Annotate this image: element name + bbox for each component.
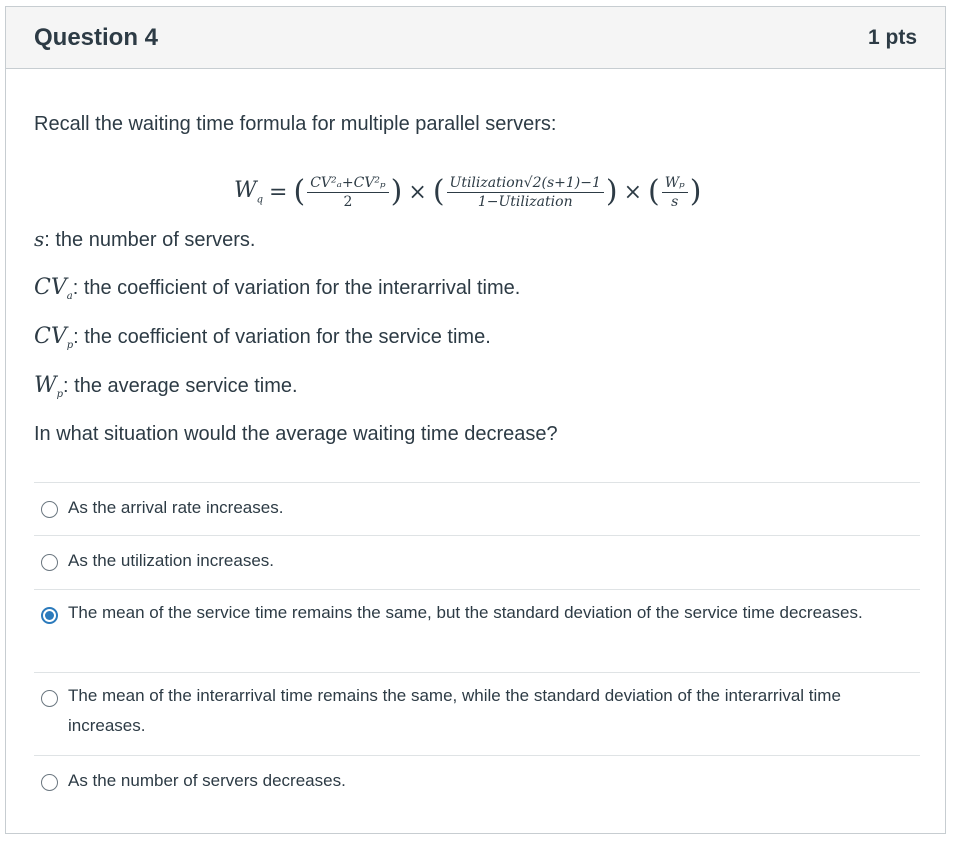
answer-label: The mean of the service time remains the same, but the standard deviation of the service time decreases. — [68, 603, 863, 622]
waiting-time-formula: $W_q$ = ( $\frac{\text{CV²ₐ+CV²ₚ}}{2}$ ) × ( $\frac{\text{Utilization√2(s+1)−1}}{\text{1−Utilization}}$ ) × ( $\frac{\text{Wₚ}}{s}$ ) — [234, 174, 702, 210]
formula-equals: = — [269, 179, 288, 205]
formula-lhs: $W_q$ — [234, 178, 264, 206]
question-title: Question 4 — [34, 23, 159, 51]
answer-option-2[interactable] — [34, 535, 920, 589]
answer-option-1[interactable] — [34, 482, 920, 535]
radio-button[interactable] — [41, 554, 58, 571]
definition-wp: $W_p$: the average service time. — [34, 373, 298, 400]
radio-button[interactable] — [41, 690, 58, 707]
answer-option-4[interactable] — [34, 672, 920, 755]
formula-frac-time: $\frac{\text{Wₚ}}{s}$ — [662, 175, 688, 210]
radio-button[interactable] — [41, 774, 58, 791]
answer-label: As the number of servers decreases. — [68, 771, 346, 790]
answer-option-3[interactable] — [34, 589, 920, 672]
answer-label: As the utilization increases. — [68, 551, 274, 570]
formula-frac-utilization: $\frac{\text{Utilization√2(s+1)−1}}{\text{1−Utilization}}$ — [447, 175, 604, 210]
answer-label: As the arrival rate increases. — [68, 498, 284, 517]
question-header — [6, 7, 945, 69]
formula-times-2: × — [623, 179, 643, 205]
answer-option-5[interactable] — [34, 755, 920, 808]
question-points: 1 pts — [867, 25, 917, 49]
question-card — [5, 6, 946, 834]
prompt-intro: Recall the waiting time formula for multiple parallel servers: — [34, 113, 557, 135]
radio-button-selected[interactable] — [41, 607, 58, 624]
answer-list — [34, 482, 920, 808]
radio-button[interactable] — [41, 501, 58, 518]
definition-cva: $CV_a$: the coefficient of variation for the interarrival time. — [34, 275, 521, 302]
formula-times-1: × — [408, 179, 427, 205]
definition-s: s: the number of servers. — [34, 227, 256, 251]
definition-cvp: $CV_p$: the coefficient of variation for the service time. — [34, 324, 491, 351]
question-text: In what situation would the average waiting time decrease? — [34, 423, 558, 445]
answer-label: The mean of the interarrival time remains the same, while the standard deviation of the interarrival time increases. — [68, 686, 841, 735]
formula-frac-variability: $\frac{\text{CV²ₐ+CV²ₚ}}{2}$ — [307, 175, 388, 210]
